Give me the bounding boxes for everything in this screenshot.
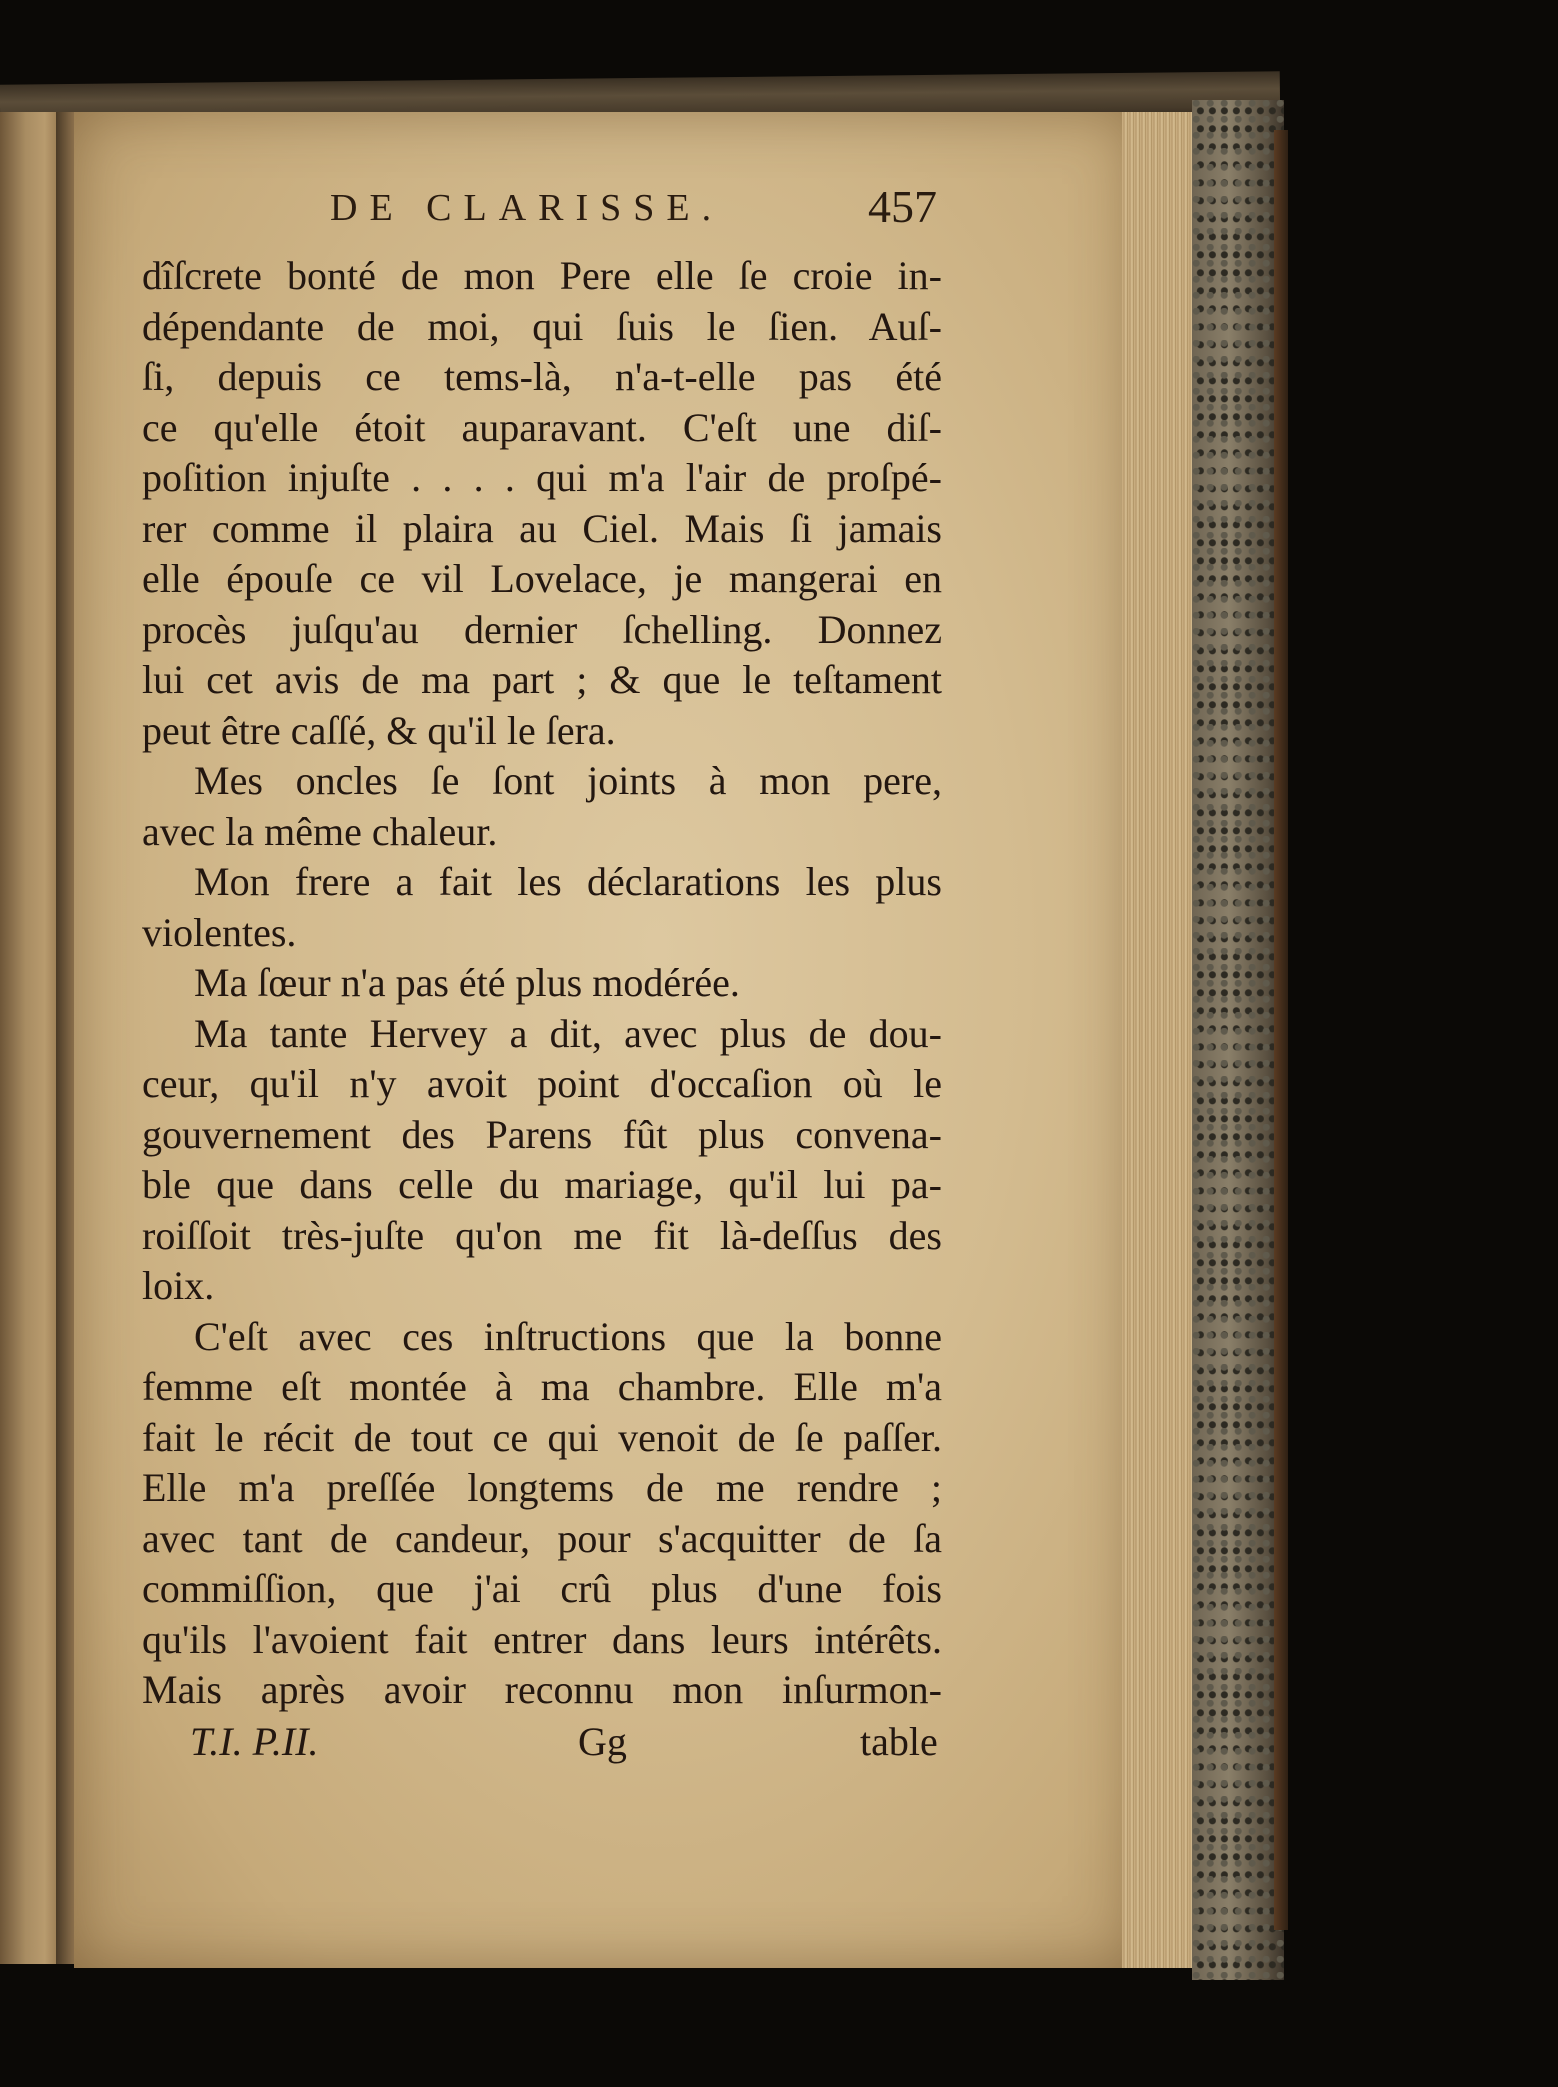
- volume-signature: T.I. P.II.: [190, 1719, 319, 1764]
- text-line: commiſſion, que j'ai crû plus d'une fois: [142, 1566, 942, 1611]
- text-line: avec la même chaleur.: [142, 808, 498, 854]
- text-line: rer comme il plaira au Ciel. Mais ſi jamais: [142, 505, 942, 551]
- page-edges: [1122, 112, 1200, 1968]
- cover-edge: [1274, 130, 1288, 1930]
- left-page-edge: [0, 112, 64, 1964]
- text-line: Mais après avoir reconnu mon inſurmon-: [142, 1667, 942, 1712]
- text-line: violentes.: [142, 909, 297, 955]
- text-line: dîſcrete bonté de mon Pere elle ſe croie in-: [142, 253, 942, 298]
- text-line: Mon frere a fait les déclarations les plus: [194, 859, 942, 904]
- text-line: ce qu'elle étoit auparavant. C'eſt une diſ-: [142, 404, 942, 450]
- text-line: poſition injuſte . . . . qui m'a l'air de proſpé-: [142, 455, 942, 500]
- text-line: Mes oncles ſe ſont joints à mon pere,: [194, 758, 942, 803]
- gathering-signature: Gg: [578, 1719, 627, 1764]
- text-line: ceur, qu'il n'y avoit point d'occaſion où le: [142, 1061, 942, 1106]
- page-number: 457: [868, 181, 937, 232]
- text-line: ſi, depuis ce tems-là, n'a-t-elle pas été: [142, 354, 942, 399]
- running-title: DE CLARISSE.: [330, 187, 724, 229]
- text-line: femme eſt montée à ma chambre. Elle m'a: [142, 1364, 942, 1409]
- marbled-cover: [1192, 100, 1284, 1980]
- text-line: Elle m'a preſſée longtems de me rendre ;: [142, 1465, 942, 1510]
- text-line: qu'ils l'avoient fait entrer dans leurs intérêts.: [142, 1616, 942, 1662]
- text-line: Ma ſœur n'a pas été plus modérée.: [194, 960, 740, 1005]
- text-line: fait le récit de tout ce qui venoit de ſe paſſer.: [142, 1414, 942, 1460]
- text-line: lui cet avis de ma part ; & que le teſtament: [142, 657, 942, 702]
- text-line: ble que dans celle du mariage, qu'il lui pa-: [142, 1162, 942, 1207]
- text-line: gouvernement des Parens fût plus convena-: [142, 1111, 942, 1157]
- body-text: [142, 251, 942, 1716]
- text-line: elle épouſe ce vil Lovelace, je mangerai en: [142, 556, 942, 601]
- text-line: procès juſqu'au dernier ſchelling. Donnez: [142, 606, 942, 652]
- text-line: roiſſoit très-juſte qu'on me fit là-deſſus des: [142, 1212, 942, 1258]
- text-line: C'eſt avec ces inſtructions que la bonne: [194, 1313, 942, 1359]
- text-line: loix.: [142, 1263, 215, 1308]
- text-line: avec tant de candeur, pour s'acquitter de ſa: [142, 1515, 942, 1561]
- text-line: dépendante de moi, qui ſuis le ſien. Auſ-: [142, 303, 942, 349]
- text-line: Ma tante Hervey a dit, avec plus de dou-: [194, 1010, 942, 1056]
- page-header: [0, 181, 1558, 246]
- page-footer: [0, 1718, 1558, 1778]
- text-line: peut être caſſé, & qu'il le ſera.: [142, 707, 616, 753]
- catchword: table: [860, 1719, 938, 1764]
